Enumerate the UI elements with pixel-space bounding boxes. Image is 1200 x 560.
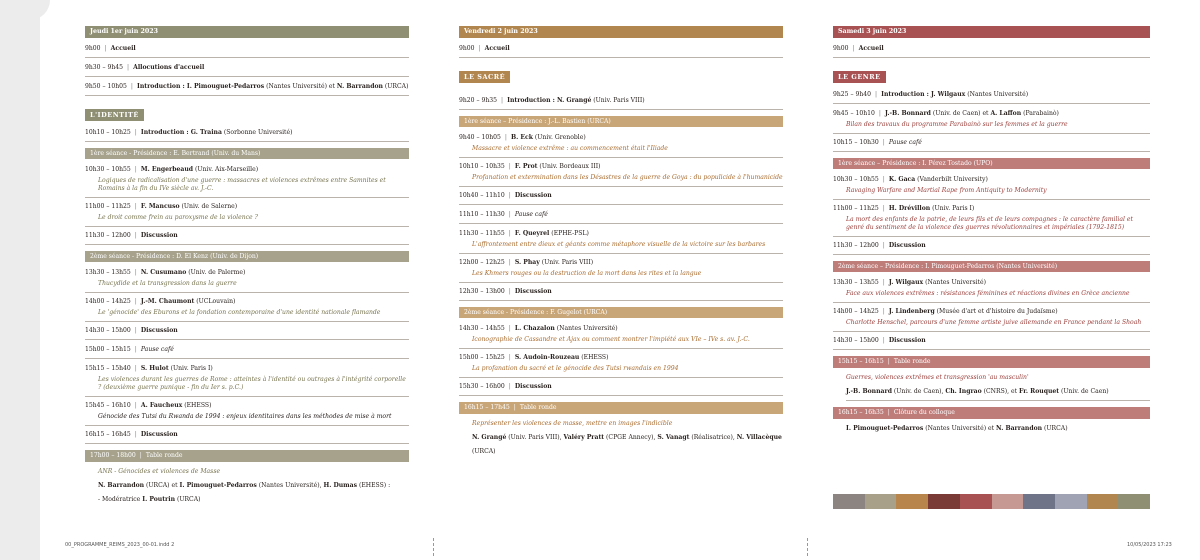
round-table-speakers: J.-B. Bonnard (Univ. de Caen), Ch. Ingrao (CNRS), et Fr. Rouquet (Univ. de Caen) bbox=[846, 388, 1150, 401]
round-table-title: Représenter les violences de masse, mettre en images l'indicible bbox=[472, 420, 673, 427]
round-table-header: 17h00 – 18h00 | Table ronde bbox=[85, 450, 409, 462]
talk: 14h30 – 14h55 | L. Chazalon (Nantes Université) Iconographie de Cassandre et Ajax ou comment montrer l'impiété aux VIe – IVe s. av. J.-C. bbox=[459, 325, 783, 349]
footer-filename: 00_PROGRAMME_REIMS_2023_00-01.indd 2 bbox=[65, 542, 175, 548]
color-swatch bbox=[1118, 494, 1150, 509]
talk: 13h30 – 13h55 | J. Wilgaux (Nantes Université) Face aux violences extrêmes : résistances féminines et réactions divines en Grèce ancienne bbox=[833, 279, 1150, 303]
color-swatch bbox=[960, 494, 992, 509]
footer-timestamp: 10/05/2023 17:23 bbox=[1127, 542, 1172, 548]
color-swatch bbox=[1055, 494, 1087, 509]
day-column-saturday bbox=[833, 26, 1150, 439]
day-header: Samedi 3 juin 2023 bbox=[833, 26, 1150, 38]
talk: 14h00 – 14h25 | J. Lindenberg (Musée d'art et d'histoire du Judaïsme) Charlotte Henschel, parcours d'une femme artiste juive allemande en France pendant la Shoah bbox=[833, 308, 1150, 332]
program-row: 14h30 – 15h00 | Discussion bbox=[85, 327, 409, 340]
talk: 10h30 – 10h55 | K. Gaca (Vanderbilt University) Ravaging Warfare and Martial Rape from Antiquity to Modernity bbox=[833, 176, 1150, 200]
theme-tag: L'IDENTITÉ bbox=[85, 109, 144, 121]
theme-tag: LE GENRE bbox=[833, 71, 886, 83]
color-swatch bbox=[928, 494, 960, 509]
program-row: 15h00 – 15h15 | Pause café bbox=[85, 346, 409, 359]
color-swatch bbox=[865, 494, 897, 509]
program-row: 16h15 – 16h45 | Discussion bbox=[85, 431, 409, 444]
trim-mark bbox=[807, 538, 809, 556]
program-row: 10h15 – 10h30 | Pause café bbox=[833, 139, 1150, 152]
round-table-affiliation: (URCA) bbox=[472, 448, 496, 456]
color-swatch bbox=[1087, 494, 1119, 509]
talk: 11h30 – 11h55 | F. Queyrel (EPHE-PSL) L'affrontement entre dieux et géants comme métaphore visuelle de la victoire sur les barbares bbox=[459, 230, 783, 254]
closing-header: 16h15 – 16h35 | Clôture du colloque bbox=[833, 407, 1150, 419]
theme-tag: LE SACRÉ bbox=[459, 71, 510, 83]
program-row: 9h00 | Accueil bbox=[85, 45, 409, 58]
program-row: 11h30 – 12h00 | Discussion bbox=[85, 232, 409, 245]
page-margin bbox=[0, 0, 40, 560]
talk: 14h00 – 14h25 | J.-M. Chaumont (UCLouvain) Le 'génocide' des Eburons et la fondation contemporaine d'une identité nationale flamande bbox=[85, 298, 409, 322]
session-header: 2ème séance – Présidence : I. Pimouguet-Pedarros (Nantes Université) bbox=[833, 261, 1150, 272]
session-header: 2ème séance - Présidence : D. El Kenz (Univ. de Dijon) bbox=[85, 251, 409, 262]
round-table-moderator: - Modératrice I. Poutrin (URCA) bbox=[98, 496, 201, 504]
program-row: 10h40 – 11h10 | Discussion bbox=[459, 192, 783, 205]
talk: 15h00 – 15h25 | S. Audoin-Rouzeau (EHESS) La profanation du sacré et le génocide des Tutsi rwandais en 1994 bbox=[459, 354, 783, 378]
program-row: 9h25 – 9h40 | Introduction : J. Wilgaux (Nantes Université) bbox=[833, 91, 1150, 104]
talk: 10h10 – 10h35 | F. Prot (Univ. Bordeaux III) Profanation et extermination dans les Désastres de la guerre de Goya : du populicide à l'humanicide bbox=[459, 163, 783, 187]
color-swatch bbox=[833, 494, 865, 509]
color-swatch bbox=[992, 494, 1024, 509]
round-table-header: 15h15 – 16h15 | Table ronde bbox=[833, 356, 1150, 368]
color-swatch bbox=[896, 494, 928, 509]
program-row: 14h30 – 15h00 | Discussion bbox=[833, 337, 1150, 350]
talk: 9h45 – 10h10 | J.-B. Bonnard (Univ. de Caen) et A. Laffon (Parabainò) Bilan des travaux du programme Parabainò sur les femmes et la guerre bbox=[833, 110, 1150, 134]
round-table-speakers: N. Barrandon (URCA) et I. Pimouguet-Pedarros (Nantes Université), H. Dumas (EHESS) : bbox=[98, 482, 391, 490]
round-table-header: 16h15 – 17h45 | Table ronde bbox=[459, 402, 783, 414]
talk: 11h00 – 11h25 | F. Mancuso (Univ. de Salerne) Le droit comme frein au paroxysme de la violence ? bbox=[85, 203, 409, 227]
program-row: 9h00 | Accueil bbox=[459, 45, 783, 58]
talk: 10h30 – 10h55 | M. Engerbeaud (Univ. Aix-Marseille) Logiques de radicalisation d'une guerre : massacres et violences extrêmes entre Samnites et Romains à la fin du IVe siècle av. J.-C. bbox=[85, 166, 409, 198]
program-row: 9h00 | Accueil bbox=[833, 45, 1150, 58]
talk: 13h30 – 13h55 | N. Cusumano (Univ. de Palerme) Thucydide et la transgression dans la guerre bbox=[85, 269, 409, 293]
program-row: 10h10 – 10h25 | Introduction : G. Traina (Sorbonne Université) bbox=[85, 129, 409, 142]
session-header: 1ère séance – Présidence : J.-L. Bastien (URCA) bbox=[459, 116, 783, 127]
round-table-title: ANR - Génocides et violences de Masse bbox=[98, 468, 221, 475]
day-header: Vendredi 2 juin 2023 bbox=[459, 26, 783, 38]
program-row: 9h50 – 10h05 | Introduction : I. Pimouguet-Pedarros (Nantes Université) et N. Barrandon (URCA) bbox=[85, 83, 409, 96]
talk: 11h00 – 11h25 | H. Drévillon (Univ. Paris I) La mort des enfants de la patrie, de leurs fils et de leurs compagnes : le caractère familial et genré du sentiment de la violence des guerres révolutionnaires et impériales (1792-1815) bbox=[833, 205, 1150, 237]
round-table-speakers: N. Grangé (Univ. Paris VIII), Valéry Pratt (CPGE Annecy), S. Vanagt (Réalisatrice), N. Villacèque bbox=[472, 434, 782, 442]
program-row: 15h30 – 16h00 | Discussion bbox=[459, 383, 783, 396]
program-row: 11h30 – 12h00 | Discussion bbox=[833, 242, 1150, 255]
talk: 12h00 – 12h25 | S. Phay (Univ. Paris VIII) Les Khmers rouges ou la destruction de la mort dans les rites et la langue bbox=[459, 259, 783, 283]
program-row: 12h30 – 13h00 | Discussion bbox=[459, 288, 783, 301]
program-row: 11h10 – 11h30 | Pause café bbox=[459, 211, 783, 224]
color-swatch-strip bbox=[833, 494, 1150, 509]
color-swatch bbox=[1023, 494, 1055, 509]
talk: 15h45 – 16h10 | A. Faucheux (EHESS) Génocide des Tutsi du Rwanda de 1994 : enjeux identitaires dans les méthodes de mise à mort bbox=[85, 402, 409, 426]
session-header: 1ère séance - Présidence : E. Bertrand (Univ. du Mans) bbox=[85, 148, 409, 159]
program-row: 9h20 – 9h35 | Introduction : N. Grangé (Univ. Paris VIII) bbox=[459, 97, 783, 110]
day-header: Jeudi 1er juin 2023 bbox=[85, 26, 409, 38]
talk: 15h15 – 15h40 | S. Hulot (Univ. Paris I) Les violences durant les guerres de Rome : atteintes à l'identité ou outrages à l'intégrité corporelle ? (deuxième guerre punique - fin du Ier s. p.C.) bbox=[85, 365, 409, 397]
talk: 9h40 – 10h05 | B. Eck (Univ. Grenoble) Massacre et violence extrême : au commencement était l'Iliade bbox=[459, 134, 783, 158]
program-row: 9h30 – 9h45 | Allocutions d'accueil bbox=[85, 64, 409, 77]
day-column-friday bbox=[459, 26, 783, 462]
session-header: 2ème séance - Présidence : F. Gugelot (URCA) bbox=[459, 307, 783, 318]
round-table-title: Guerres, violences extrêmes et transgression 'au masculin' bbox=[846, 374, 1029, 381]
trim-mark bbox=[433, 538, 435, 556]
day-column-thursday bbox=[85, 26, 409, 510]
session-header: 1ère séance – Présidence : I. Pérez Tostado (UPO) bbox=[833, 158, 1150, 169]
closing-speakers: I. Pimouguet-Pedarros (Nantes Université) et N. Barrandon (URCA) bbox=[846, 425, 1068, 433]
